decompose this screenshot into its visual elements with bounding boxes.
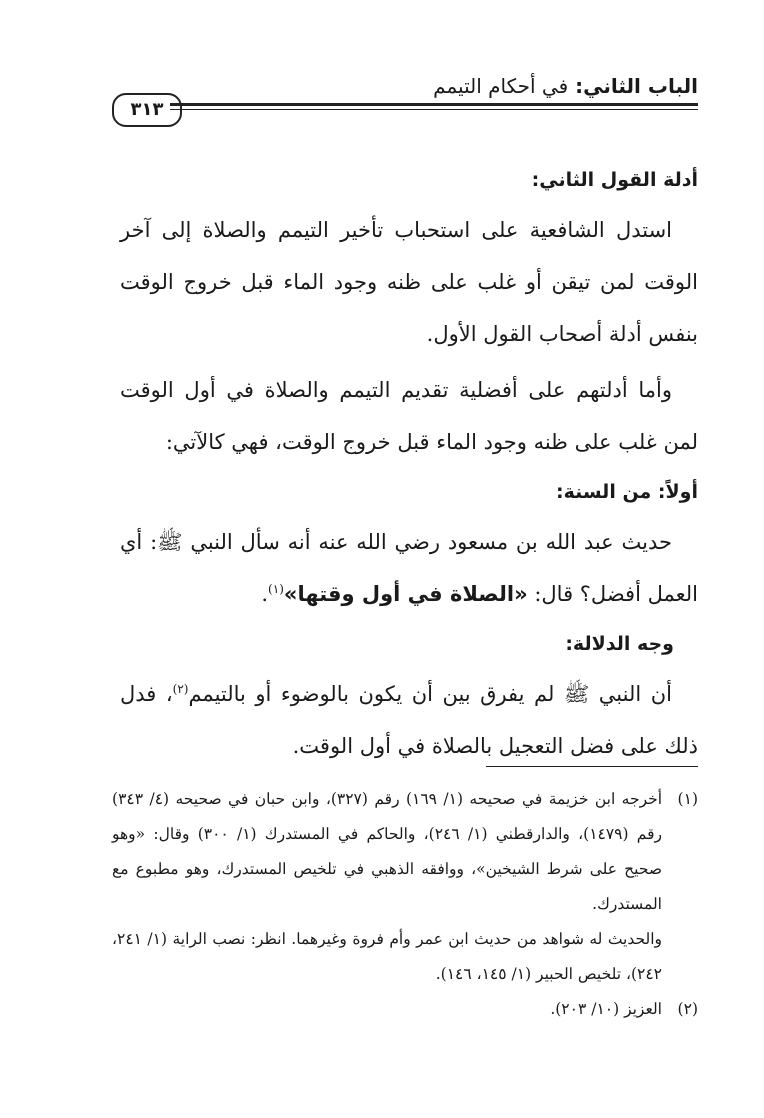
footnote-2-text: العزيز (١٠/ ٢٠٣). xyxy=(550,1000,662,1018)
heading-indication: وجه الدلالة: xyxy=(565,633,674,655)
hadith-quote: «الصلاة في أول وقتها» xyxy=(283,582,528,606)
header-rule-thin xyxy=(170,109,698,110)
footnote-1-number: (١) xyxy=(677,790,698,808)
footnote-1-text: أخرجه ابن خزيمة في صحيحه (١/ ١٦٩) رقم (٣٢٧)، وابن حبان في صحيحه (٤/ ٣٤٣) رقم (١٤٧٩)، والدارقطني (١/ ٢٤٦)، والحاكم في المستدرك (١/ ٣٠٠) وقال: «وهو صحيح على شرط الشيخين»، ووافقه الذهبي في تلخيص المستدرك، وهو مطبوع مع المستدرك. xyxy=(112,790,663,913)
main-text xyxy=(120,156,698,772)
footnote-ref-1[interactable]: (١) xyxy=(268,582,284,596)
header-rule xyxy=(170,103,698,106)
paragraph-2: وأما أدلتهم على أفضلية تقديم التيمم والصلاة في أول الوقت لمن غلب على ظنه وجود الماء قبل خروج الوقت، فهي كالآتي: xyxy=(120,378,698,454)
hadith-end: . xyxy=(261,582,269,606)
footnote-2-number: (٢) xyxy=(677,1000,698,1018)
heading-sunnah: أولاً: من السنة: xyxy=(555,481,698,503)
footnote-1-continuation: والحديث له شواهد من حديث ابن عمر وأم فروة وغيرهما. انظر: نصب الراية (١/ ٢٤١، ٢٤٢)، تلخيص الحبير (١/ ١٤٥، ١٤٦). xyxy=(112,930,663,983)
page-number: ٣١٣ xyxy=(112,93,182,127)
footnote-separator xyxy=(486,766,698,767)
running-head xyxy=(433,72,698,100)
indication-text-end: ، فدل ذلك على فضل التعجيل بالصلاة في أول الوقت. xyxy=(120,682,698,758)
indication-paragraph xyxy=(120,668,698,772)
footnote-1 xyxy=(112,782,698,922)
footnotes xyxy=(112,782,698,1027)
hadith-text: حديث عبد الله بن مسعود رضي الله عنه أنه سأل النبي ﷺ: أي العمل أفضل؟ قال: xyxy=(120,530,698,606)
paragraph-1: استدل الشافعية على استحباب تأخير التيمم والصلاة إلى آخر الوقت لمن تيقن أو غلب على ظنه وجود الماء قبل خروج الوقت بنفس أدلة أصحاب القول الأول. xyxy=(120,218,698,346)
chapter-title: الباب الثاني: xyxy=(575,74,698,98)
indication-text: أن النبي ﷺ لم يفرق بين أن يكون بالوضوء أو بالتيمم xyxy=(188,682,672,706)
heading-evidence: أدلة القول الثاني: xyxy=(531,169,698,191)
footnote-ref-2[interactable]: (٢) xyxy=(172,682,189,696)
chapter-subtitle: في أحكام التيمم xyxy=(433,74,569,98)
hadith-paragraph xyxy=(120,516,698,620)
footnote-2 xyxy=(112,992,698,1027)
